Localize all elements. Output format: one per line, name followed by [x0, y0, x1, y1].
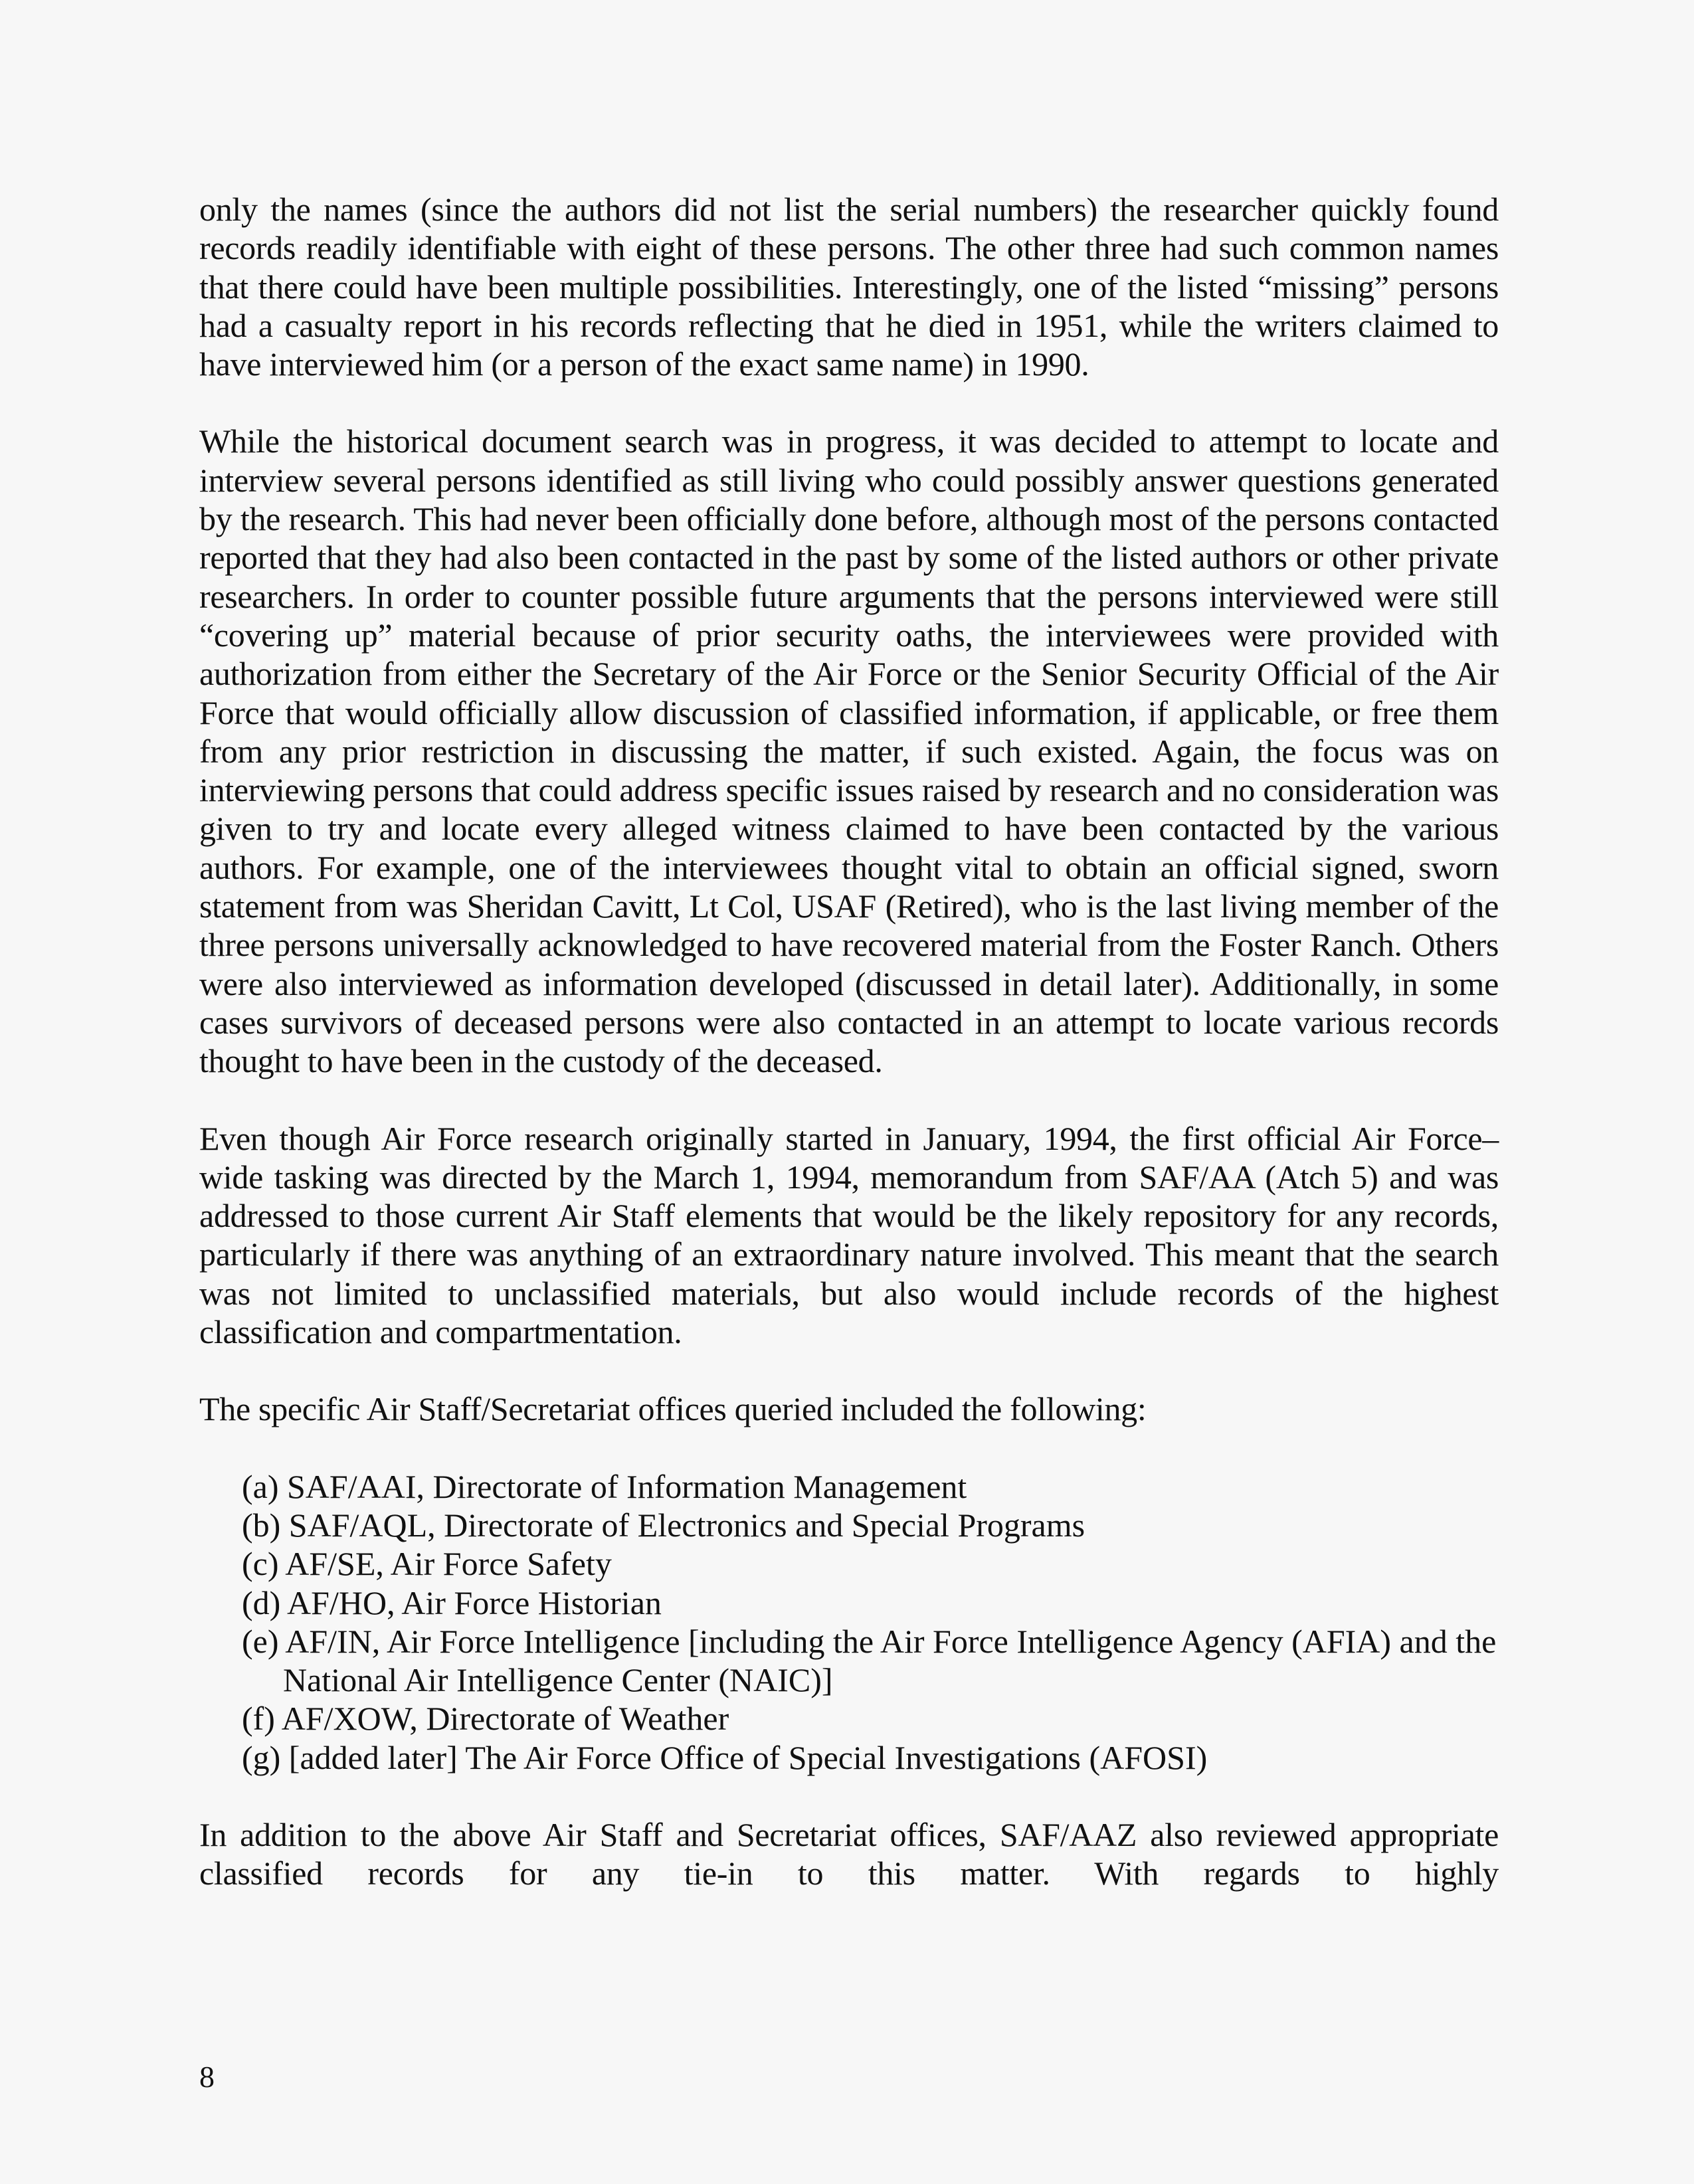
list-item: (f) AF/XOW, Directorate of Weather	[242, 1700, 729, 1738]
document-page	[199, 190, 1499, 1932]
offices-list	[199, 1467, 1499, 1777]
list-item: (b) SAF/AQL, Directorate of Electronics and Special Programs	[242, 1506, 1085, 1544]
list-item: (e) AF/IN, Air Force Intelligence [including the Air Force Intelligence Agency (AFIA) and the National Air Intelligence Center (NAIC)]	[242, 1622, 1497, 1699]
page-number: 8	[199, 2060, 215, 2094]
paragraph-offices-intro: The specific Air Staff/Secretariat offices queried included the following:	[199, 1390, 1147, 1428]
list-item: (c) AF/SE, Air Force Safety	[242, 1545, 612, 1583]
paragraph-missing-persons: only the names (since the authors did not list the serial numbers) the researcher quickly found records readily identifiable with eight of these persons. The other three had such common names that there could have been multiple possibilities. Interestingly, one of the listed “missing” persons had a casualty report in his records reflecting that he died in 1951, while the writers claimed to have interviewed him (or a person of the exact same name) in 1990.	[199, 191, 1499, 383]
list-item: (a) SAF/AAI, Directorate of Information Management	[242, 1467, 967, 1505]
paragraph-tasking: Even though Air Force research originally started in January, 1994, the first official Air Force–wide tasking was directed by the March 1, 1994, memorandum from SAF/AA (Atch 5) and was addressed to those current Air Staff elements that would be the likely repository for any records, particularly if there was anything of an extraordinary nature involved. This meant that the search was not limited to unclassified materials, but also would include records of the highest classification and compartmentation.	[199, 1119, 1499, 1351]
paragraph-saf-aaz: In addition to the above Air Staff and Secretariat offices, SAF/AAZ also reviewed appropriate classified records for any tie-in to this matter. With regards to highly	[199, 1815, 1499, 1892]
list-item: (g) [added later] The Air Force Office of Special Investigations (AFOSI)	[242, 1738, 1208, 1776]
list-item: (d) AF/HO, Air Force Historian	[242, 1584, 662, 1621]
paragraph-interviews: While the historical document search was in progress, it was decided to attempt to locate and interview several persons identified as still living who could possibly answer questions generated by the research. This had never been officially done before, although most of the persons contacted reported that they had also been contacted in the past by some of the listed authors or other private researchers. In order to counter possible future arguments that the persons interviewed were still “covering up” material because of prior security oaths, the interviewees were provided with authorization from either the Secretary of the Air Force or the Senior Security Official of the Air Force that would officially allow discussion of classified information, if applicable, or free them from any prior restriction in discussing the matter, if such existed. Again, the focus was on interviewing persons that could address specific issues raised by research and no consideration was given to try and locate every alleged witness claimed to have been contacted by the various authors. For example, one of the interviewees thought vital to obtain an official signed, sworn statement from was Sheridan Cavitt, Lt Col, USAF (Retired), who is the last living member of the three persons universally acknowledged to have recovered material from the Foster Ranch. Others were also interviewed as information developed (discussed in detail later). Additionally, in some cases survivors of deceased persons were also contacted in an attempt to locate various records thought to have been in the custody of the deceased.	[199, 422, 1499, 1080]
